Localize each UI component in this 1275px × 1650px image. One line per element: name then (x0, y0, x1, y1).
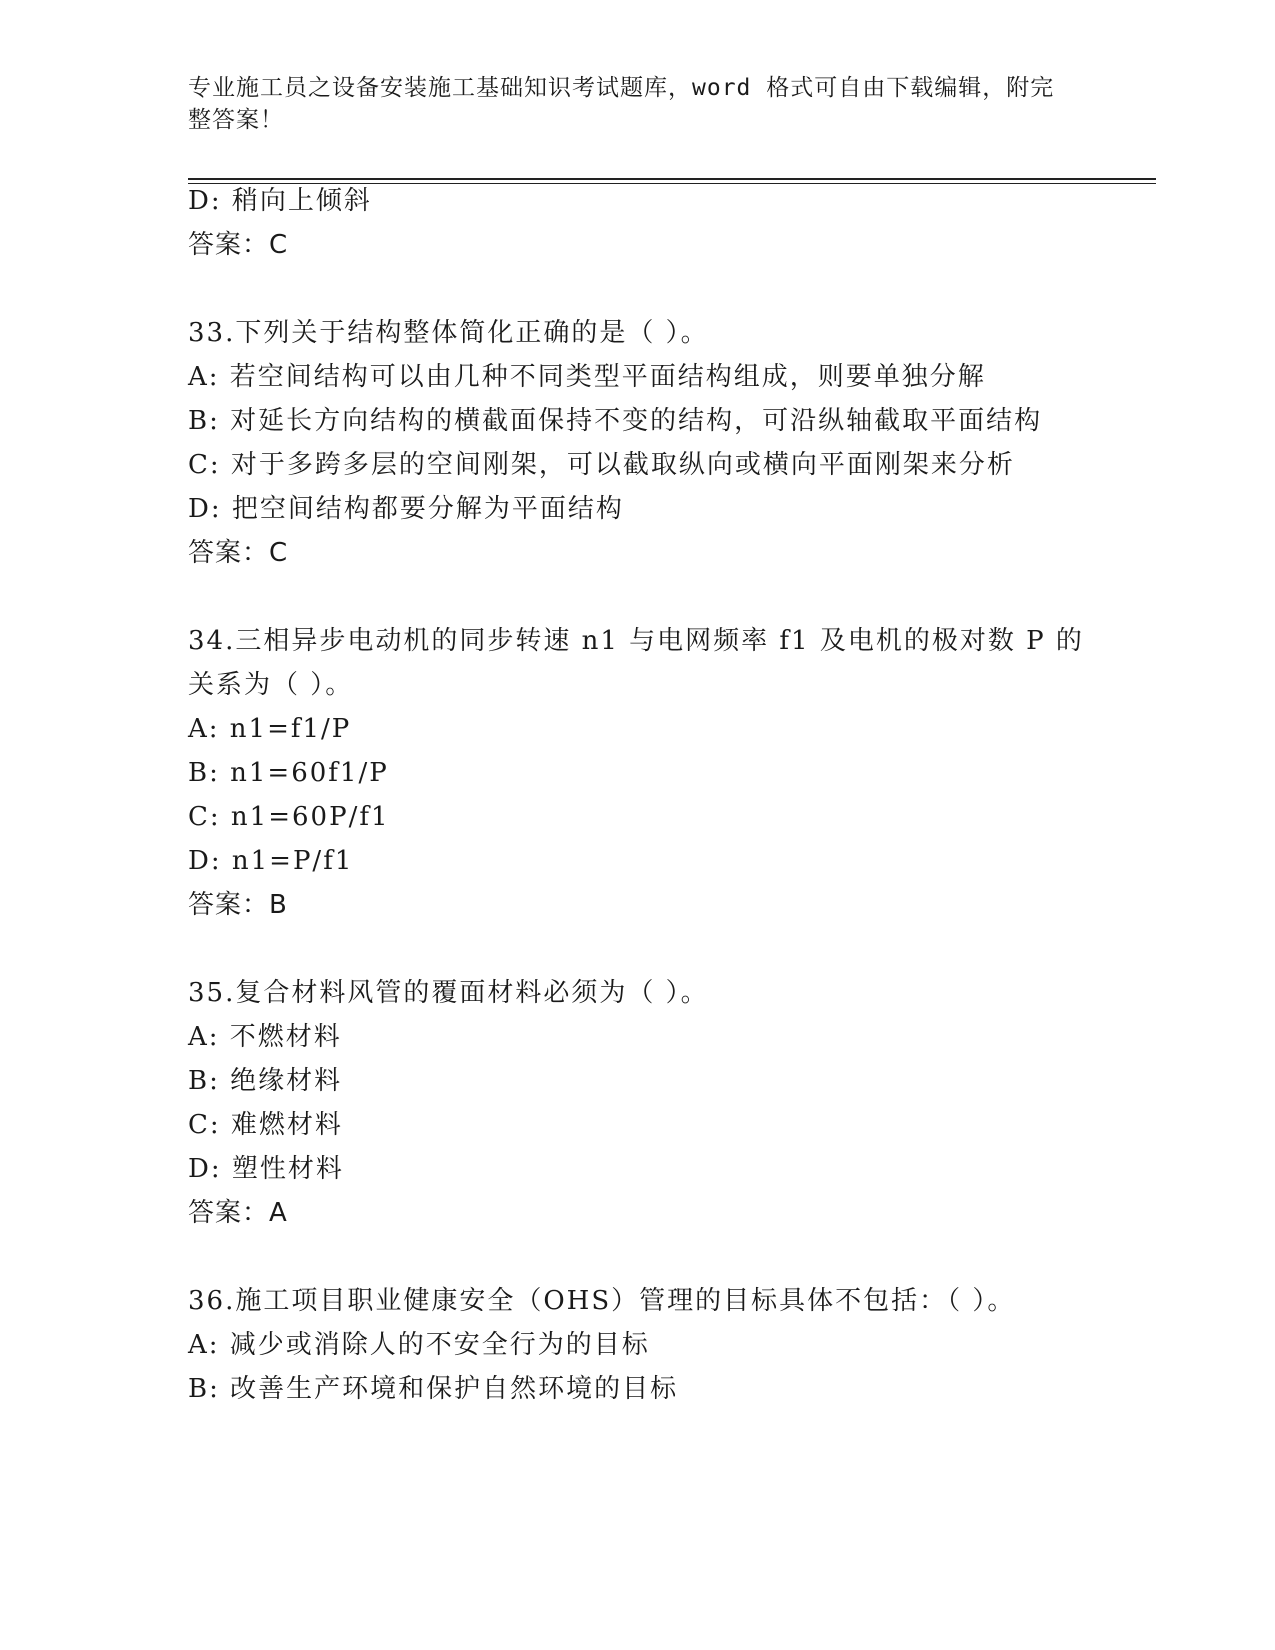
prev-option-d: D: 稍向上倾斜 (188, 186, 372, 216)
q34-option-d: D: n1=P/f1 (188, 846, 354, 876)
header-divider-thick (188, 178, 1156, 180)
q33-stem: 33.下列关于结构整体简化正确的是（ ）。 (188, 318, 709, 348)
q34-answer: 答案：B (188, 890, 288, 920)
q36-stem: 36.施工项目职业健康安全（OHS）管理的目标具体不包括：（ ）。 (188, 1286, 1016, 1316)
q33-answer: 答案：C (188, 538, 289, 568)
q36-option-b: B: 改善生产环境和保护自然环境的目标 (188, 1374, 679, 1404)
document-header (188, 72, 1068, 136)
prev-answer: 答案：C (188, 230, 289, 260)
q35-answer: 答案：A (188, 1198, 288, 1228)
q35-option-c: C: 难燃材料 (188, 1110, 343, 1140)
q33-option-d: D: 把空间结构都要分解为平面结构 (188, 494, 624, 524)
q35-option-a: A: 不燃材料 (188, 1022, 342, 1052)
q34-option-c: C: n1=60P/f1 (188, 802, 390, 832)
q33-option-b: B: 对延长方向结构的横截面保持不变的结构，可沿纵轴截取平面结构 (188, 406, 1043, 436)
q36-option-a: A: 减少或消除人的不安全行为的目标 (188, 1330, 650, 1360)
header-title-line1: 专业施工员之设备安装施工基础知识考试题库，word 格式可自由下载编辑，附完 (188, 75, 1055, 101)
q33-option-c: C: 对于多跨多层的空间刚架，可以截取纵向或横向平面刚架来分析 (188, 450, 1015, 480)
header-title-line2: 整答案！ (188, 107, 284, 133)
q35-stem: 35.复合材料风管的覆面材料必须为（ ）。 (188, 978, 709, 1008)
q35-option-b: B: 绝缘材料 (188, 1066, 343, 1096)
q34-option-b: B: n1=60f1/P (188, 758, 389, 788)
q33-option-a: A: 若空间结构可以由几种不同类型平面结构组成，则要单独分解 (188, 362, 986, 392)
q34-stem-line2: 关系为（ ）。 (188, 670, 354, 700)
q34-stem-line1: 34.三相异步电动机的同步转速 n1 与电网频率 f1 及电机的极对数 P 的 (188, 626, 1084, 656)
q34-option-a: A: n1=f1/P (188, 714, 352, 744)
q35-option-d: D: 塑性材料 (188, 1154, 344, 1184)
